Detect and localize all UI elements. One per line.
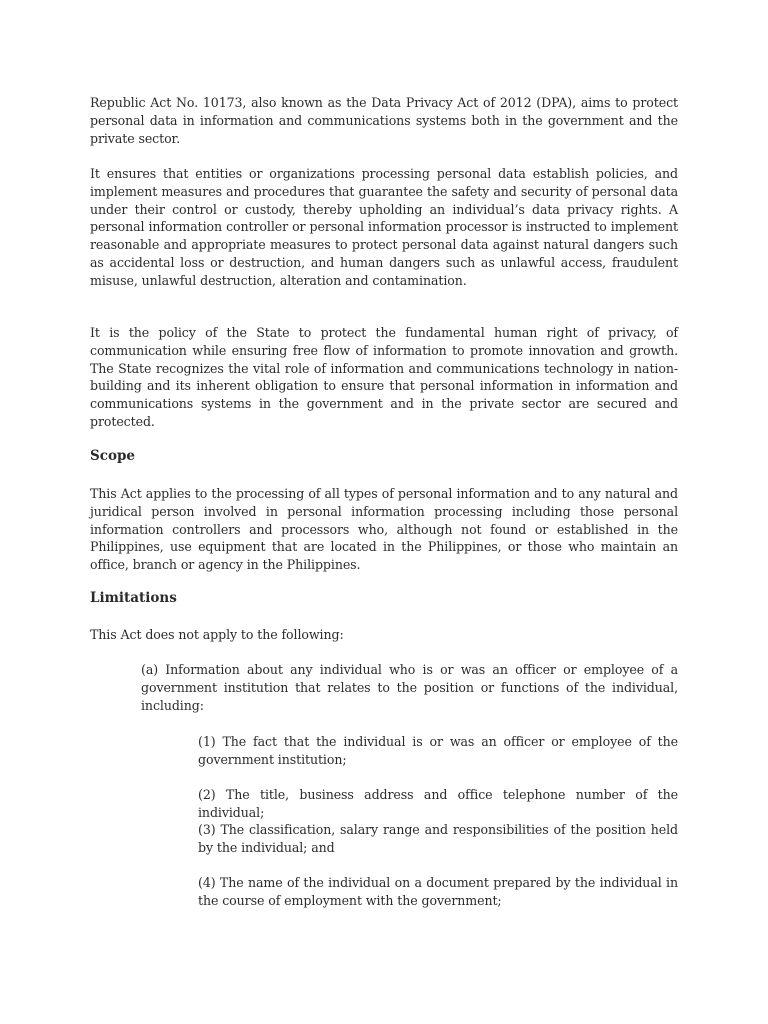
limitation-subitem-2: (2) The title, business address and office telephone number of the individual; (198, 787, 678, 820)
intro-paragraph-2: It ensures that entities or organizations processing personal data establish policies, and implement measures and procedures that guarantee the safety and security of personal data under their control or custody, thereby upholding an individual’s data privacy rights. A personal information controller or personal information processor is instructed to implement reasonable and appropriate measures to protect personal data against natural dangers such as accidental loss or destruction, and human dangers such as unlawful access, fraudulent misuse, unlawful destruction, alteration and contamination. (90, 166, 678, 288)
limitation-item-a: (a) Information about any individual who is or was an officer or employee of a government institution that relates to the position or functions of the individual, including: (141, 662, 678, 713)
limitation-subitem-1: (1) The fact that the individual is or was an officer or employee of the government institution; (198, 734, 678, 767)
limitation-subitem-4: (4) The name of the individual on a document prepared by the individual in the course of employment with the government; (198, 875, 678, 908)
intro-paragraph-1: Republic Act No. 10173, also known as the Data Privacy Act of 2012 (DPA), aims to protect personal data in information and communications systems both in the government and the private sector. (90, 95, 678, 146)
limitation-subitem-3: (3) The classification, salary range and responsibilities of the position held by the individual; and (198, 822, 678, 855)
limitations-intro: This Act does not apply to the following: (90, 627, 344, 642)
scope-heading: Scope (90, 448, 136, 464)
limitations-heading: Limitations (90, 590, 177, 606)
intro-paragraph-3: It is the policy of the State to protect the fundamental human right of privacy, of communication while ensuring free flow of information to promote innovation and growth. The State recognizes the vital role of information and communications technology in nation-building and its inherent obligation to ensure that personal information in information and communications systems in the government and in the private sector are secured and protected. (90, 325, 678, 429)
scope-paragraph: This Act applies to the processing of all types of personal information and to any natural and juridical person involved in personal information processing including those personal information controllers and processors who, although not found or established in the Philippines, use equipment that are located in the Philippines, or those who maintain an office, branch or agency in the Philippines. (90, 486, 678, 573)
